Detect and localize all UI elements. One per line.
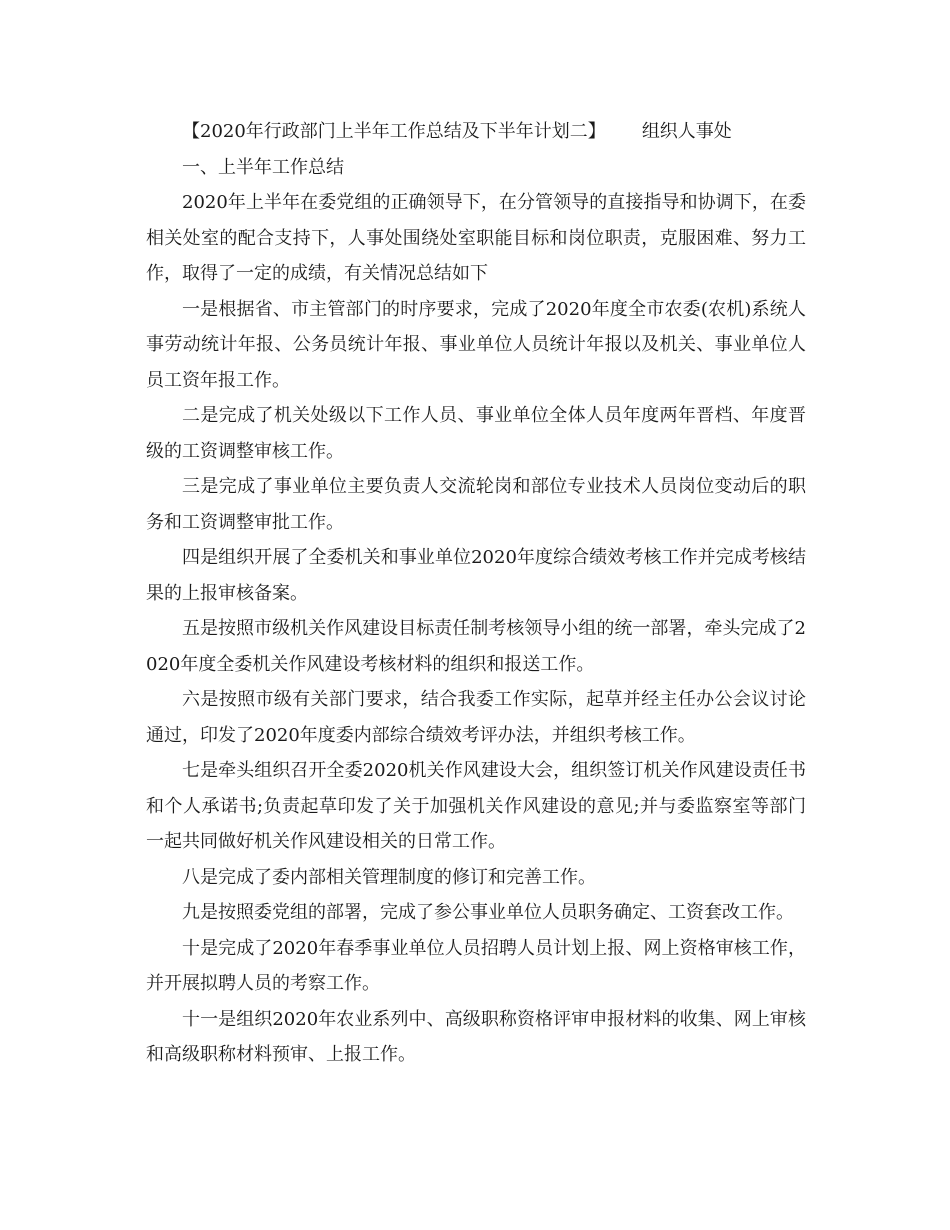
paragraph: 七是牵头组织召开全委2020机关作风建设大会，组织签订机关作风建设责任书和个人承诺书;负责起草印发了关于加强机关作风建设的意见;并与委监察室等部门一起共同做好机关作风建设相关的日常工作。 bbox=[146, 760, 806, 852]
paragraph: 2020年上半年在委党组的正确领导下，在分管领导的直接指导和协调下，在委相关处室的配合支持下，人事处围绕处室职能目标和岗位职责，克服困难、努力工作，取得了一定的成绩，有关情况总结如下 bbox=[146, 192, 806, 284]
paragraph: 二是完成了机关处级以下工作人员、事业单位全体人员年度两年晋档、年度晋级的工资调整审核工作。 bbox=[146, 405, 806, 462]
paragraph: 四是组织开展了全委机关和事业单位2020年度综合绩效考核工作并完成考核结果的上报审核备案。 bbox=[146, 547, 806, 604]
section-heading: 一、上半年工作总结 bbox=[182, 156, 344, 178]
document-body bbox=[146, 114, 806, 1073]
document-title: 【2020年行政部门上半年工作总结及下半年计划二】 bbox=[182, 121, 606, 142]
paragraph: 九是按照委党组的部署，完成了参公事业单位人员职务确定、工资套改工作。 bbox=[182, 902, 794, 923]
paragraph: 八是完成了委内部相关管理制度的修订和完善工作。 bbox=[182, 866, 596, 888]
paragraph: 六是按照市级有关部门要求，结合我委工作实际，起草并经主任办公会议讨论通过，印发了2020年度委内部综合绩效考评办法，并组织考核工作。 bbox=[146, 689, 806, 746]
paragraph: 十一是组织2020年农业系列中、高级职称资格评审申报材料的收集、网上审核和高级职称材料预审、上报工作。 bbox=[146, 1008, 806, 1065]
department-name: 组织人事处 bbox=[641, 121, 732, 142]
paragraph: 一是根据省、市主管部门的时序要求，完成了2020年度全市农委(农机)系统人事劳动统计年报、公务员统计年报、事业单位人员统计年报以及机关、事业单位人员工资年报工作。 bbox=[146, 298, 806, 391]
paragraph: 五是按照市级机关作风建设目标责任制考核领导小组的统一部署，牵头完成了2020年度全委机关作风建设考核材料的组织和报送工作。 bbox=[146, 618, 806, 675]
document-title-line bbox=[146, 114, 806, 150]
paragraph: 十是完成了2020年春季事业单位人员招聘人员计划上报、网上资格审核工作，并开展拟聘人员的考察工作。 bbox=[146, 937, 806, 994]
paragraph: 三是完成了事业单位主要负责人交流轮岗和部位专业技术人员岗位变动后的职务和工资调整审批工作。 bbox=[146, 476, 806, 533]
